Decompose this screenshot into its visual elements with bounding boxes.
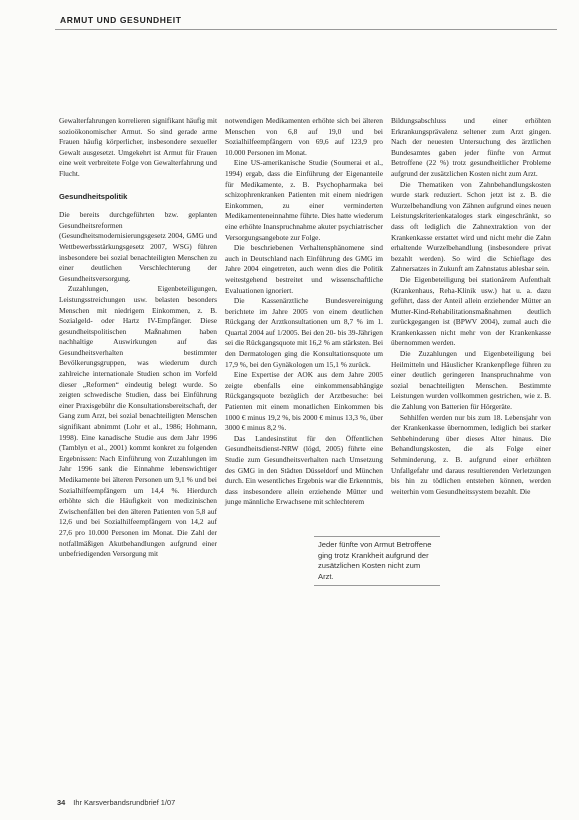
paragraph: Zuzahlungen, Eigenbeteiligungen, Leistungsstreichungen usw. belasten besonders Menschen mit niedrigem Einkommen, z. B. Sozialgeld- oder Hartz IV-Empfänger. Diese gesundheitspolitischen Maßnahmen haben nachhaltige Auswirkungen auf das Gesundheitsverhalten bestimmter Bevölkerungsgruppen, was wiederum durch zahlreiche internationale Studien schon im Vorfeld dieser „Reformen“ eindeutig belegt wurde. So zeigten schwedische Studien, dass bei Einführung einer Praxisgebühr die Konsultationsbereitschaft, der Gang zum Arzt, bei sozial benachteiligten Menschen signifikant abnimmt (Lohr et al., 1986; Hohmann, 1998). Eine kanadische Studie aus dem Jahr 1996 (Tamblyn et al., 2001) kommt konkret zu folgenden Ergebnissen: Nach Einführung von Zuzahlungen im Jahr 1996 sank die Einnahme lebenswichtiger Medikamente bei älteren Personen um 9,1 % und bei Sozialhilfeempfängern um 14,4 %. Hierdurch erhöhte sich die Häufigkeit von medizinischen Zwischenfällen bei den älteren Patienten von 5,8 auf 12,6 und bei Sozialhilfeempfängern von 14,2 auf 27,6 pro 10.000 Personen im Monat. Die Zahl der notfallmäßigen Akutbehandlungen aufgrund einer unbefriedigenden Versorgung mit (59, 284, 217, 559)
text-column-3 (391, 116, 551, 497)
paragraph: Das Landesinstitut für den Öffentlichen Gesundheitsdienst-NRW (lögd, 2005) führte eine Studie zum Gesundheitsverhalten nach Umsetzung des GMG in den Städten Düsseldorf und München durch. Ein wesentliches Ergebnis war die Erkenntnis, dass insbesondere allein erziehende Mütter und junge männliche Erwachsene mit schlechterem (225, 433, 383, 507)
text-column-2 (225, 116, 383, 508)
pull-quote: Jeder fünfte von Armut Betroffene ging trotz Krankheit aufgrund der zusätzlichen Kosten nicht zum Arzt. (314, 536, 440, 586)
paragraph: Die beschriebenen Verhaltensphänomene sind auch in Deutschland nach Einführung des GMG im Jahre 2004 eingetreten, auch wenn dies die Politik weitestgehend bestreitet und wissenschaftliche Evaluationen ignoriert. (225, 243, 383, 295)
paragraph: Eine Expertise der AOK aus dem Jahre 2005 zeigte ebenfalls eine einkommensabhängige Rückgangsquote bezüglich der Arztbesuche: bei Patienten mit einem monatlichen Einkommen bis 1000 € minus 19,2 %, bis 2000 € minus 13,3 %, über 3000 € minus 8,2 %. (225, 370, 383, 433)
paragraph: Bildungsabschluss und einer erhöhten Erkrankungsprävalenz seltener zum Arzt gingen. Nach der neuesten Untersuchung des ärztlichen Bundesamtes gaben jeder fünfte von Armut Betroffene (22 %) trotz gesundheitlicher Probleme aufgrund der zusätzlichen Kosten nicht zum Arzt. (391, 116, 551, 178)
paragraph: notwendigen Medikamenten erhöhte sich bei älteren Menschen von 6,8 auf 19,0 und bei Sozialhilfeempfängern von 69,6 auf 123,9 pro 10.000 Personen im Monat. (225, 116, 383, 157)
paragraph: Die Kassenärztliche Bundesvereinigung berichtete im Jahre 2005 von einem deutlichen Rückgang der Arztkonsultationen um 8,7 % im 1. Quartal 2004 auf 1/2005. Bei den 20- bis 39-Jährigen sei die Rückgangsquote mit 16,2 % am stärksten. Bei den Dermatologen ging die Konsultationsquote um 17,9 %, bei den Gynäkologen um 15,1 % zurück. (225, 296, 383, 369)
running-header: ARMUT UND GESUNDHEIT (60, 15, 182, 25)
page-number: 34 (57, 798, 66, 807)
paragraph: Eine US-amerikanische Studie (Soumerai et al., 1994) ergab, dass die Einführung der Eigenanteile für Medikamente, z. B. Psychopharmaka bei schizophrenkranken Patienten mit einem niedrigen Einkommen, zu einer verminderten Medikamenteneinnahme führte. Dies hatte wiederum eine erhöhte Inanspruchnahme akuter psychiatrischer Versorgungsangebote zur Folge. (225, 158, 383, 242)
paragraph: Die Zuzahlungen und Eigenbeteiligung bei Heilmitteln und Häuslicher Krankenpflege führen zu einer deutlich geringeren Inanspruchnahme von sozial benachteiligten Menschen. Bestimmte Leistungen wurden vollkommen gestrichen, wie z. B. die Zahlung von Batterien für Hörgeräte. (391, 349, 551, 412)
header-rule (55, 29, 557, 30)
paragraph: Die Thematiken von Zahnbehandlungskosten wurde stark reduziert. Schon jetzt ist z. B. die Wurzelbehandlung von Zähnen aufgrund eines neuen Leistungskriterienkataloges stark eingeschränkt, so dass oft lediglich die Zahnextraktion von der Krankenkasse erstattet wird und nicht mehr die Zahn erhaltende Wurzelbehandlung (insbesondere privat bezahlt werden). So wird die Schieflage des Zahnersatzes in Zukunft am Zahnstatus ablesbar sein. (391, 179, 551, 274)
text-column-1 (59, 116, 217, 560)
paragraph: Gewalterfahrungen korrelieren signifikant häufig mit sozioökonomischer Armut. So sind gerade arme Frauen häufig körperlicher, insbesondere sexueller Gewalt ausgesetzt. Umgekehrt ist Armut für Frauen eine weit verbreitete Folge von Gewalterfahrung und Flucht. (59, 116, 217, 178)
paragraph: Sehhilfen werden nur bis zum 18. Lebensjahr von der Krankenkasse übernommen, lediglich bei starker Sehbehinderung über dieses Alter hinaus. Die Behandlungskosten, die als Folge einer Sehminderung, z. B. aufgrund einer erhöhten Unfallgefahr und daraus resultierenden Verletzungen bis hin zu tödlichen entstehen können, werden weiterhin vom Gesundheitssystem bezahlt. Die (391, 412, 551, 496)
paragraph: Die Eigenbeteiligung bei stationärem Aufenthalt (Krankenhaus, Reha-Klinik usw.) hat u. a. dazu geführt, dass der Anteil allein erziehender Mütter an Mutter-Kind-Rehabilitationsmaßnahmen deutlich zurückgegangen ist (BPWV 2004), zumal auch die Krankenkassen nicht mehr von der Krankenkasse übernommen werden. (391, 274, 551, 348)
publication-name: Ihr Karsverbandsrundbrief 1/07 (73, 798, 176, 807)
paragraph: Die bereits durchgeführten bzw. geplanten Gesundheitsreformen (Gesundheitsmodernisierungsgesetz 2004, GMG und Wettbewerbsstärkungsgesetz 2007, WSG) führen insbesondere bei sozial benachteiligten Menschen zu einer deutlichen Verschlechterung der Gesundheitsversorgung. (59, 210, 217, 283)
section-heading: Gesundheitspolitik (59, 191, 128, 201)
page-footer (57, 798, 175, 807)
